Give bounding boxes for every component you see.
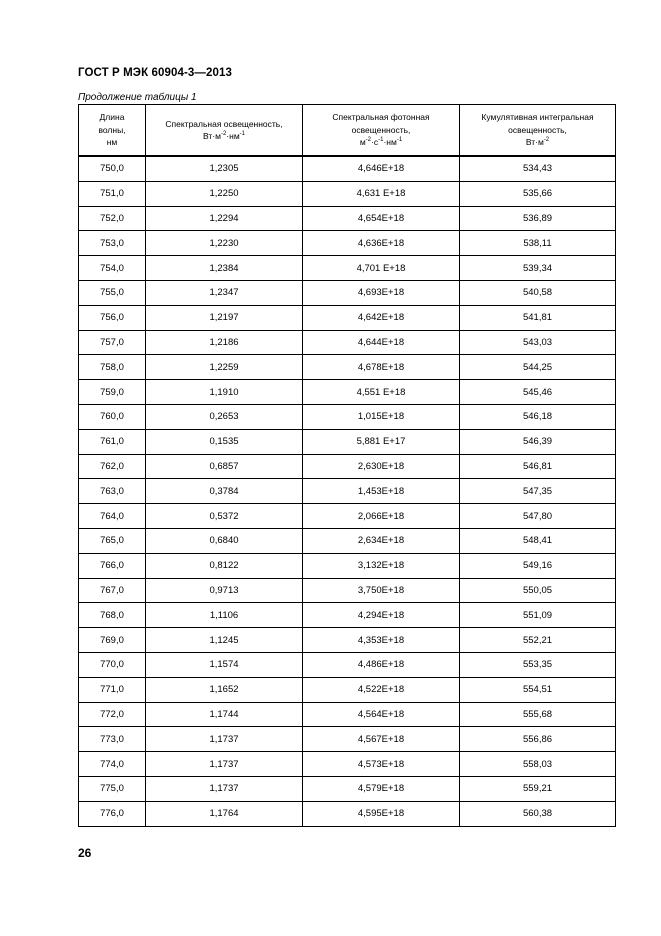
cell-wavelength: 762,0 [79,454,146,479]
cell-spectral-irradiance: 1,2250 [146,181,303,206]
cell-photon-irradiance: 4,522E+18 [303,677,460,702]
cell-cumulative-irradiance: 554,51 [460,677,616,702]
table-row [79,752,616,777]
cell-wavelength: 760,0 [79,404,146,429]
table-row [79,702,616,727]
cell-spectral-irradiance: 1,2305 [146,156,303,181]
table-row [79,776,616,801]
cell-spectral-irradiance: 0,9713 [146,578,303,603]
cell-photon-irradiance: 4,646E+18 [303,156,460,181]
cell-photon-irradiance: 4,595E+18 [303,801,460,826]
cell-spectral-irradiance: 1,1737 [146,776,303,801]
table-row [79,206,616,231]
cell-photon-irradiance: 3,132E+18 [303,553,460,578]
cell-photon-irradiance: 4,567E+18 [303,727,460,752]
cell-photon-irradiance: 2,630E+18 [303,454,460,479]
cell-photon-irradiance: 1,015E+18 [303,404,460,429]
table-row [79,280,616,305]
header-cumulative-irradiance: Кумулятивная интегральная освещенность, $Вт\cdot м^{-2}$ [460,105,616,157]
cell-spectral-irradiance: 0,8122 [146,553,303,578]
page-number: 26 [78,846,92,860]
table-row [79,305,616,330]
cell-photon-irradiance: 4,631 E+18 [303,181,460,206]
table-row [79,652,616,677]
cell-photon-irradiance: 4,551 E+18 [303,380,460,405]
cell-spectral-irradiance: 1,2230 [146,231,303,256]
cell-spectral-irradiance: 1,1106 [146,603,303,628]
cell-cumulative-irradiance: 559,21 [460,776,616,801]
table-row [79,603,616,628]
cell-spectral-irradiance: 1,1737 [146,752,303,777]
cell-wavelength: 770,0 [79,652,146,677]
header-photon-irradiance: Спектральная фотонная освещенность, $м^{-2}\cdot с^{-1}\cdot нм^{-1}$ [303,105,460,157]
cell-photon-irradiance: 5,881 E+17 [303,429,460,454]
cell-cumulative-irradiance: 547,35 [460,479,616,504]
cell-cumulative-irradiance: 551,09 [460,603,616,628]
table-row [79,380,616,405]
cell-spectral-irradiance: 0,3784 [146,479,303,504]
cell-photon-irradiance: 4,678E+18 [303,355,460,380]
cell-spectral-irradiance: 1,1744 [146,702,303,727]
table-row [79,355,616,380]
cell-cumulative-irradiance: 535,66 [460,181,616,206]
cell-wavelength: 757,0 [79,330,146,355]
cell-photon-irradiance: 4,644E+18 [303,330,460,355]
table-row [79,429,616,454]
cell-cumulative-irradiance: 560,38 [460,801,616,826]
cell-wavelength: 761,0 [79,429,146,454]
cell-wavelength: 758,0 [79,355,146,380]
cell-spectral-irradiance: 0,5372 [146,504,303,529]
cell-spectral-irradiance: 1,1574 [146,652,303,677]
cell-photon-irradiance: 4,486E+18 [303,652,460,677]
cell-cumulative-irradiance: 546,81 [460,454,616,479]
cell-cumulative-irradiance: 549,16 [460,553,616,578]
cell-wavelength: 753,0 [79,231,146,256]
header-wavelength: Длина волны, нм [79,105,146,157]
cell-wavelength: 752,0 [79,206,146,231]
cell-spectral-irradiance: 0,1535 [146,429,303,454]
cell-spectral-irradiance: 1,2384 [146,256,303,281]
table-row [79,578,616,603]
table-row [79,528,616,553]
cell-cumulative-irradiance: 544,25 [460,355,616,380]
cell-cumulative-irradiance: 540,58 [460,280,616,305]
spectral-data-table [78,104,616,827]
cell-cumulative-irradiance: 546,39 [460,429,616,454]
cell-wavelength: 768,0 [79,603,146,628]
cell-wavelength: 769,0 [79,628,146,653]
cell-spectral-irradiance: 1,2347 [146,280,303,305]
header-spectral-irradiance: Спектральная освещенность, $Вт\cdot м^{-2}\cdot нм^{-1}$ [146,105,303,157]
cell-wavelength: 774,0 [79,752,146,777]
cell-cumulative-irradiance: 536,89 [460,206,616,231]
table-row [79,181,616,206]
table-row [79,454,616,479]
table-row [79,677,616,702]
table-row [79,330,616,355]
cell-spectral-irradiance: 0,2653 [146,404,303,429]
table-row [79,553,616,578]
cell-wavelength: 776,0 [79,801,146,826]
cell-photon-irradiance: 4,636E+18 [303,231,460,256]
cell-wavelength: 765,0 [79,528,146,553]
table-row [79,801,616,826]
cell-photon-irradiance: 4,701 E+18 [303,256,460,281]
table-row [79,156,616,181]
cell-wavelength: 771,0 [79,677,146,702]
cell-photon-irradiance: 2,066E+18 [303,504,460,529]
cell-wavelength: 763,0 [79,479,146,504]
cell-wavelength: 751,0 [79,181,146,206]
cell-cumulative-irradiance: 541,81 [460,305,616,330]
cell-cumulative-irradiance: 538,11 [460,231,616,256]
cell-photon-irradiance: 4,294E+18 [303,603,460,628]
cell-wavelength: 775,0 [79,776,146,801]
cell-cumulative-irradiance: 553,35 [460,652,616,677]
cell-photon-irradiance: 4,573E+18 [303,752,460,777]
cell-cumulative-irradiance: 556,86 [460,727,616,752]
cell-cumulative-irradiance: 558,03 [460,752,616,777]
cell-cumulative-irradiance: 550,05 [460,578,616,603]
cell-photon-irradiance: 3,750E+18 [303,578,460,603]
cell-photon-irradiance: 4,353E+18 [303,628,460,653]
cell-photon-irradiance: 4,579E+18 [303,776,460,801]
cell-wavelength: 755,0 [79,280,146,305]
cell-wavelength: 767,0 [79,578,146,603]
cell-wavelength: 750,0 [79,156,146,181]
cell-wavelength: 773,0 [79,727,146,752]
cell-photon-irradiance: 4,654E+18 [303,206,460,231]
cell-photon-irradiance: 1,453E+18 [303,479,460,504]
table-row [79,231,616,256]
cell-spectral-irradiance: 1,1652 [146,677,303,702]
cell-photon-irradiance: 2,634E+18 [303,528,460,553]
cell-cumulative-irradiance: 548,41 [460,528,616,553]
cell-cumulative-irradiance: 555,68 [460,702,616,727]
cell-cumulative-irradiance: 546,18 [460,404,616,429]
cell-spectral-irradiance: 0,6840 [146,528,303,553]
cell-spectral-irradiance: 1,2259 [146,355,303,380]
cell-wavelength: 764,0 [79,504,146,529]
cell-wavelength: 772,0 [79,702,146,727]
cell-photon-irradiance: 4,642E+18 [303,305,460,330]
cell-spectral-irradiance: 1,2186 [146,330,303,355]
cell-spectral-irradiance: 1,2197 [146,305,303,330]
cell-cumulative-irradiance: 539,34 [460,256,616,281]
cell-wavelength: 766,0 [79,553,146,578]
table-row [79,256,616,281]
cell-wavelength: 759,0 [79,380,146,405]
table-row [79,479,616,504]
cell-spectral-irradiance: 1,1245 [146,628,303,653]
table-row [79,404,616,429]
cell-spectral-irradiance: 1,1910 [146,380,303,405]
cell-cumulative-irradiance: 534,43 [460,156,616,181]
table-header-row [79,105,616,157]
cell-spectral-irradiance: 0,6857 [146,454,303,479]
table-row [79,504,616,529]
cell-photon-irradiance: 4,564E+18 [303,702,460,727]
cell-photon-irradiance: 4,693E+18 [303,280,460,305]
cell-wavelength: 756,0 [79,305,146,330]
cell-spectral-irradiance: 1,2294 [146,206,303,231]
table-row [79,628,616,653]
table-caption: Продолжение таблицы 1 [78,92,197,103]
cell-cumulative-irradiance: 545,46 [460,380,616,405]
cell-wavelength: 754,0 [79,256,146,281]
cell-cumulative-irradiance: 543,03 [460,330,616,355]
cell-cumulative-irradiance: 552,21 [460,628,616,653]
table-row [79,727,616,752]
document-title: ГОСТ Р МЭК 60904-3—2013 [78,67,232,79]
cell-spectral-irradiance: 1,1737 [146,727,303,752]
cell-cumulative-irradiance: 547,80 [460,504,616,529]
cell-spectral-irradiance: 1,1764 [146,801,303,826]
